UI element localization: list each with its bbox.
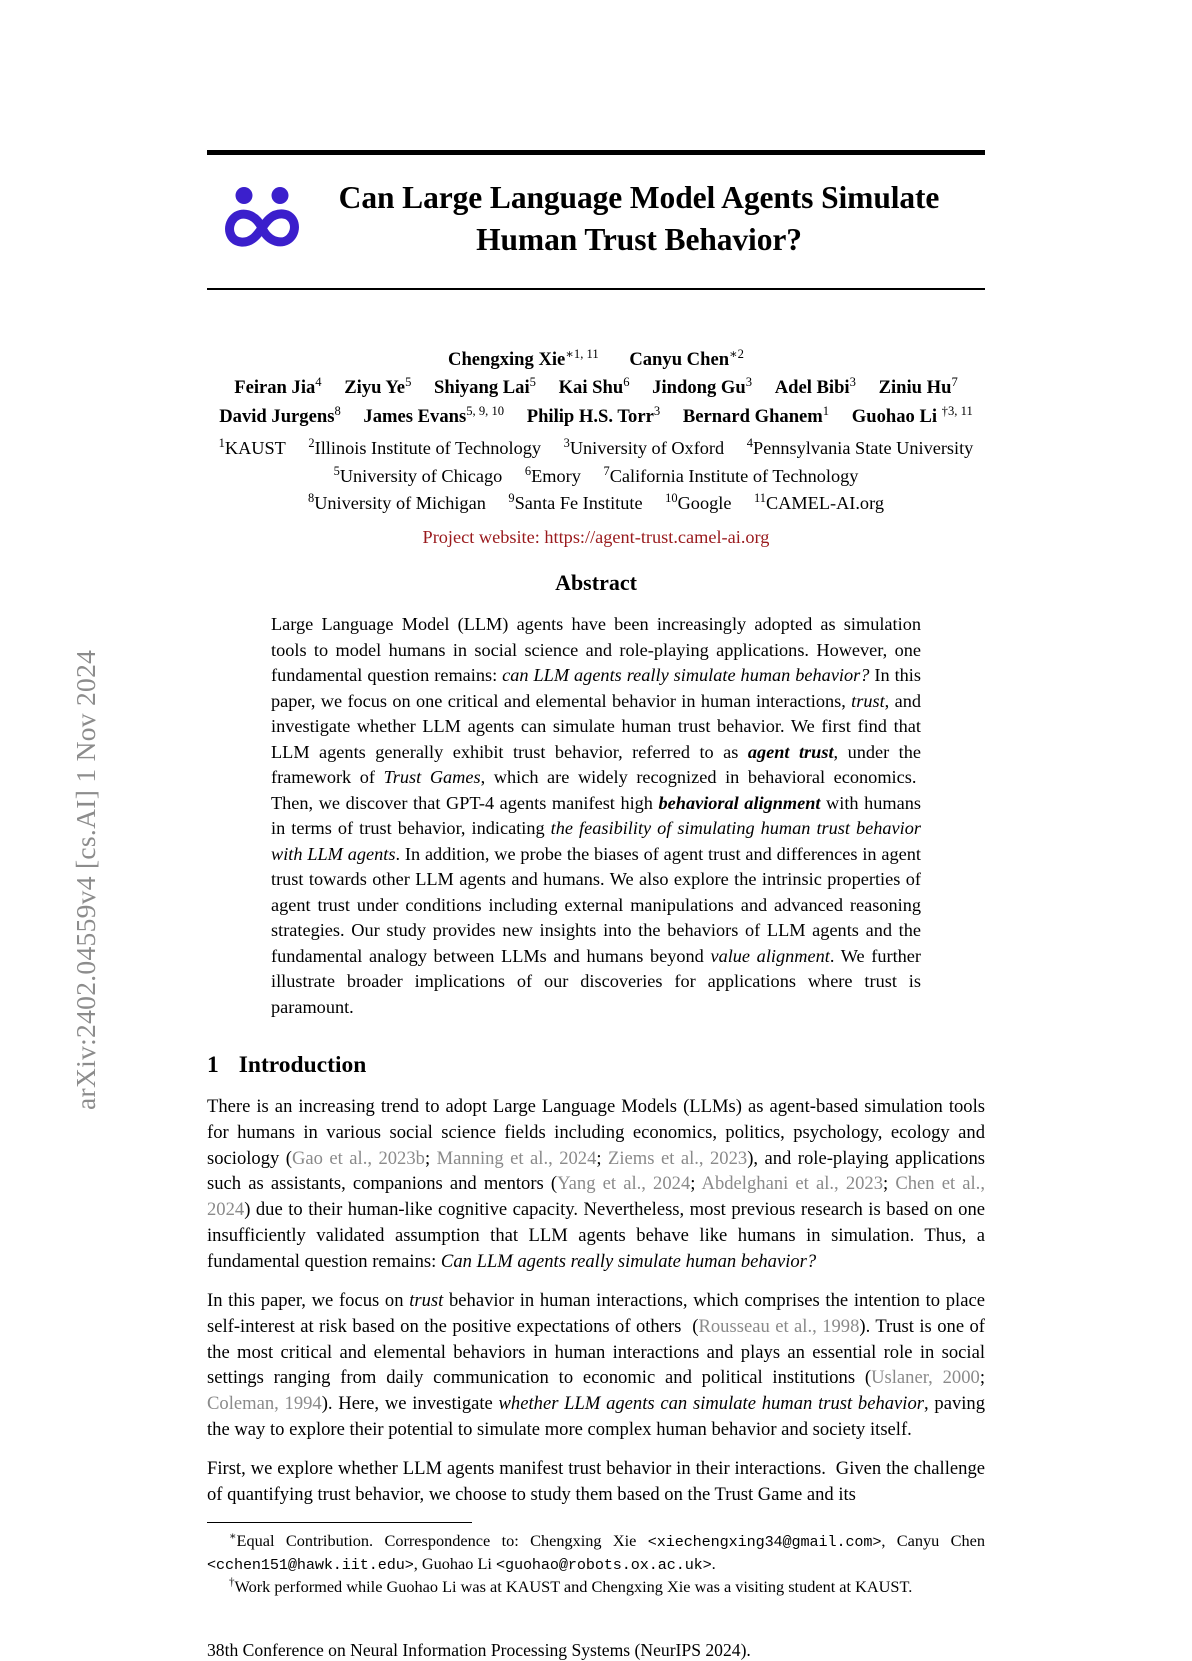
author: Jindong Gu$^3$ (652, 375, 753, 399)
arxiv-stamp (0, 0, 100, 1544)
header-rule-thick (207, 150, 985, 155)
abstract-heading: Abstract (555, 570, 637, 596)
section-number: 1 (207, 1052, 219, 1079)
abstract-text: Large Language Model (LLM) agents have been increasingly adopted as simulation tools to model humans in social science and role-playing applications. However, one fundamental question remains: can LLM agents really simulate human behavior? In this paper, we focus on one critical and elemental behavior in human interactions, trust, and investigate whether LLM agents can simulate human trust behavior. We first find that LLM agents generally exhibit trust behavior, referred to as agent trust, under the framework of Trust Games, which are widely recognized in behavioral economics. Then, we discover that GPT-4 agents manifest high behavioral alignment with humans in terms of trust behavior, indicating the feasibility of simulating human trust behavior with LLM agents. In addition, we probe the biases of agent trust and differences in agent trust towards other LLM agents and humans. We also explore the intrinsic properties of agent trust under conditions including external manipulations and advanced reasoning strategies. Our study provides new insights into the behaviors of LLM agents and the fundamental analogy between LLMs and humans beyond value alignment. We further illustrate broader implications of our discoveries for applications where trust is paramount. (271, 614, 921, 1017)
footnote-list (207, 1530, 985, 1597)
page-title-line1: Can Large Language Model Agents Simulate (338, 180, 940, 216)
affiliation: $^6$Emory (524, 463, 581, 486)
section-heading (207, 1052, 985, 1079)
author: Canyu Chen$^{∗2}$ (629, 346, 744, 370)
affiliation-row (207, 463, 985, 491)
title-block (207, 171, 985, 267)
author: Chengxing Xie$^{∗1, 11}$ (448, 346, 599, 370)
affiliation: $^1$KAUST (218, 435, 286, 458)
author: David Jurgens$^8$ (219, 403, 341, 427)
author: Shiyang Lai$^5$ (434, 375, 536, 399)
author: Kai Shu$^6$ (558, 375, 630, 399)
author-row (207, 346, 985, 374)
affiliation: $^5$University of Chicago (333, 463, 503, 486)
author: Ziyu Ye$^5$ (344, 375, 412, 399)
page-title-line2: Human Trust Behavior? (476, 222, 802, 257)
footnote-work-performed: †Work performed while Guohao Li was at KAUST and Chengxing Xie was a visiting student at KAUST. (229, 1576, 913, 1596)
author: Ziniu Hu$^7$ (878, 375, 958, 399)
affiliation: $^3$University of Oxford (563, 435, 725, 458)
page-title (311, 177, 985, 260)
footnote-separator (207, 1522, 472, 1524)
affiliation: $^{10}$Google (665, 491, 732, 514)
author-row (207, 403, 985, 431)
affiliation: $^{11}$CAMEL-AI.org (754, 491, 884, 514)
footnote-equal-contribution: ∗Equal Contribution. Correspondence to: Chengxing Xie <xiechengxing34@gmail.com>, Canyu Chen <cchen151@hawk.iit.edu>, Guohao Li <guohao@robots.ox.ac.uk>. (207, 1530, 986, 1574)
author: James Evans$^{5, 9, 10}$ (363, 403, 505, 427)
header-rule-thin (207, 288, 985, 290)
affiliation: $^2$Illinois Institute of Technology (308, 435, 542, 458)
project-website-link[interactable]: Project website: https://agent-trust.camel-ai.org (422, 527, 770, 548)
affiliation-row (207, 490, 985, 518)
conference-note: 38th Conference on Neural Information Processing Systems (NeurIPS 2024). (207, 1639, 751, 1660)
affiliation-list (207, 435, 985, 518)
section-title: Introduction (238, 1052, 367, 1079)
arxiv-stamp-text: arXiv:2402.04559v4 [cs.AI] 1 Nov 2024 (70, 649, 101, 1110)
paragraph-intro-2: In this paper, we focus on trust behavior in human interactions, which comprises the intention to place self-interest at risk based on the positive expectations of others (Rousseau et al., 1998). Trust is one of the most critical and elemental behaviors in human interactions and plays an essential role in social settings ranging from daily communication to economic and political institutions (Uslaner, 2000; Coleman, 1994). Here, we investigate whether LLM agents can simulate human trust behavior, paving the way to explore their potential to simulate more complex human behavior and society itself. (207, 1290, 986, 1440)
affiliation: $^7$California Institute of Technology (603, 463, 859, 486)
paper-page (207, 0, 986, 1660)
affiliation: $^9$Santa Fe Institute (508, 491, 643, 514)
affiliation-row (207, 435, 985, 463)
author: Feiran Jia$^4$ (234, 375, 322, 399)
author: Bernard Ghanem$^1$ (682, 403, 830, 427)
paragraph-intro-1: There is an increasing trend to adopt Large Language Models (LLMs) as agent-based simulation tools for humans in various social science fields including economics, politics, psychology, ecology and sociology (Gao et al., 2023b; Manning et al., 2024; Ziems et al., 2023), and role-playing applications such as assistants, companions and mentors (Yang et al., 2024; Abdelghani et al., 2023; Chen et al., 2024) due to their human-like cognitive capacity. Nevertheless, most previous research is based on one insufficiently validated assumption that LLM agents behave like humans in simulation. Thus, a fundamental question remains: Can LLM agents really simulate human behavior? (207, 1096, 985, 1272)
author: Guohao Li $^{\dagger 3, 11}$ (851, 403, 973, 427)
author-list (207, 346, 985, 431)
camel-ai-infinity-logo-icon (207, 185, 311, 253)
affiliation: $^4$Pennsylvania State University (746, 435, 974, 458)
author: Adel Bibi$^3$ (774, 375, 856, 399)
author-row (207, 374, 985, 402)
affiliation: $^8$University of Michigan (308, 491, 486, 514)
author: Philip H.S. Torr$^3$ (526, 403, 661, 427)
paragraph-intro-3: First, we explore whether LLM agents manifest trust behavior in their interactions. Given the challenge of quantifying trust behavior, we choose to study them based on the Trust Game and its (207, 1458, 985, 1506)
